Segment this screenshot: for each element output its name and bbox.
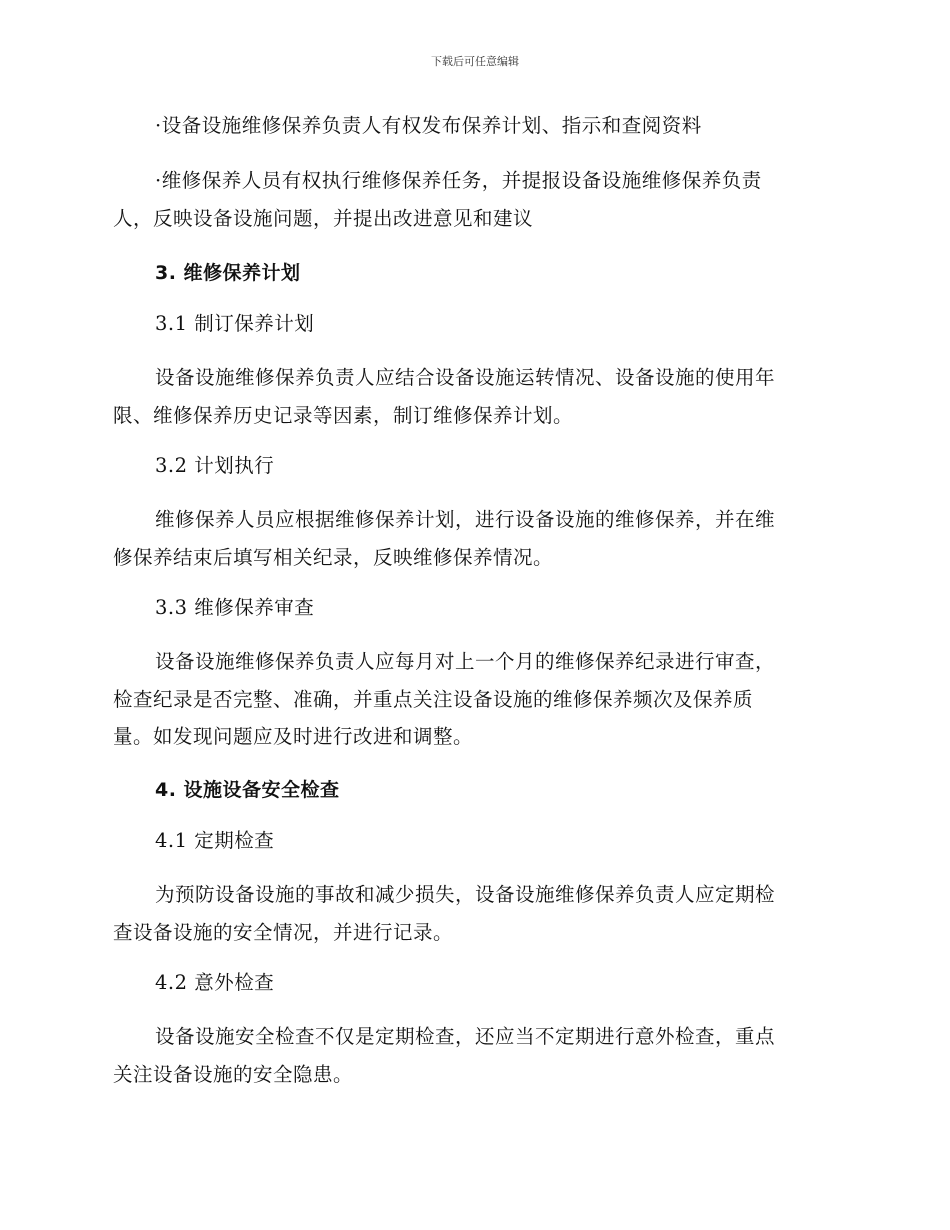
bullet-item-2: ·维修保养人员有权执行维修保养任务，并提报设备设施维修保养负责	[155, 169, 762, 192]
subsection-heading-3-1: 3.1 制订保养计划	[155, 312, 315, 335]
section-heading-3: 3. 维修保养计划	[155, 262, 301, 284]
paragraph-4-1-line-2: 查设备设施的安全情况，并进行记录。	[113, 921, 454, 944]
subsection-heading-3-2: 3.2 计划执行	[155, 454, 275, 477]
bullet-item-2-continuation: 人，反映设备设施问题，并提出改进意见和建议	[113, 207, 534, 230]
section-heading-4: 4. 设施设备安全检查	[155, 779, 340, 801]
paragraph-4-1-line-1: 为预防设备设施的事故和减少损失，设备设施维修保养负责人应定期检	[155, 883, 776, 906]
bullet-item-1: ·设备设施维修保养负责人有权发布保养计划、指示和查阅资料	[155, 114, 702, 137]
paragraph-3-2-line-2: 修保养结束后填写相关纪录，反映维修保养情况。	[113, 546, 554, 569]
paragraph-4-2-line-2: 关注设备设施的安全隐患。	[113, 1063, 354, 1086]
paragraph-3-1-line-1: 设备设施维修保养负责人应结合设备设施运转情况、设备设施的使用年	[155, 366, 776, 389]
subsection-heading-3-3: 3.3 维修保养审查	[155, 596, 315, 619]
page-header: 下载后可任意编辑	[431, 55, 519, 68]
subsection-heading-4-1: 4.1 定期检查	[155, 829, 275, 852]
paragraph-4-2-line-1: 设备设施安全检查不仅是定期检查，还应当不定期进行意外检查，重点	[155, 1025, 776, 1048]
paragraph-3-3-line-2: 检查纪录是否完整、准确，并重点关注设备设施的维修保养频次及保养质	[113, 688, 754, 711]
paragraph-3-3-line-1: 设备设施维修保养负责人应每月对上一个月的维修保养纪录进行审查，	[155, 650, 776, 673]
paragraph-3-2-line-1: 维修保养人员应根据维修保养计划，进行设备设施的维修保养，并在维	[155, 508, 776, 531]
paragraph-3-1-line-2: 限、维修保养历史记录等因素，制订维修保养计划。	[113, 404, 574, 427]
paragraph-3-3-line-3: 量。如发现问题应及时进行改进和调整。	[113, 725, 474, 748]
subsection-heading-4-2: 4.2 意外检查	[155, 971, 275, 994]
